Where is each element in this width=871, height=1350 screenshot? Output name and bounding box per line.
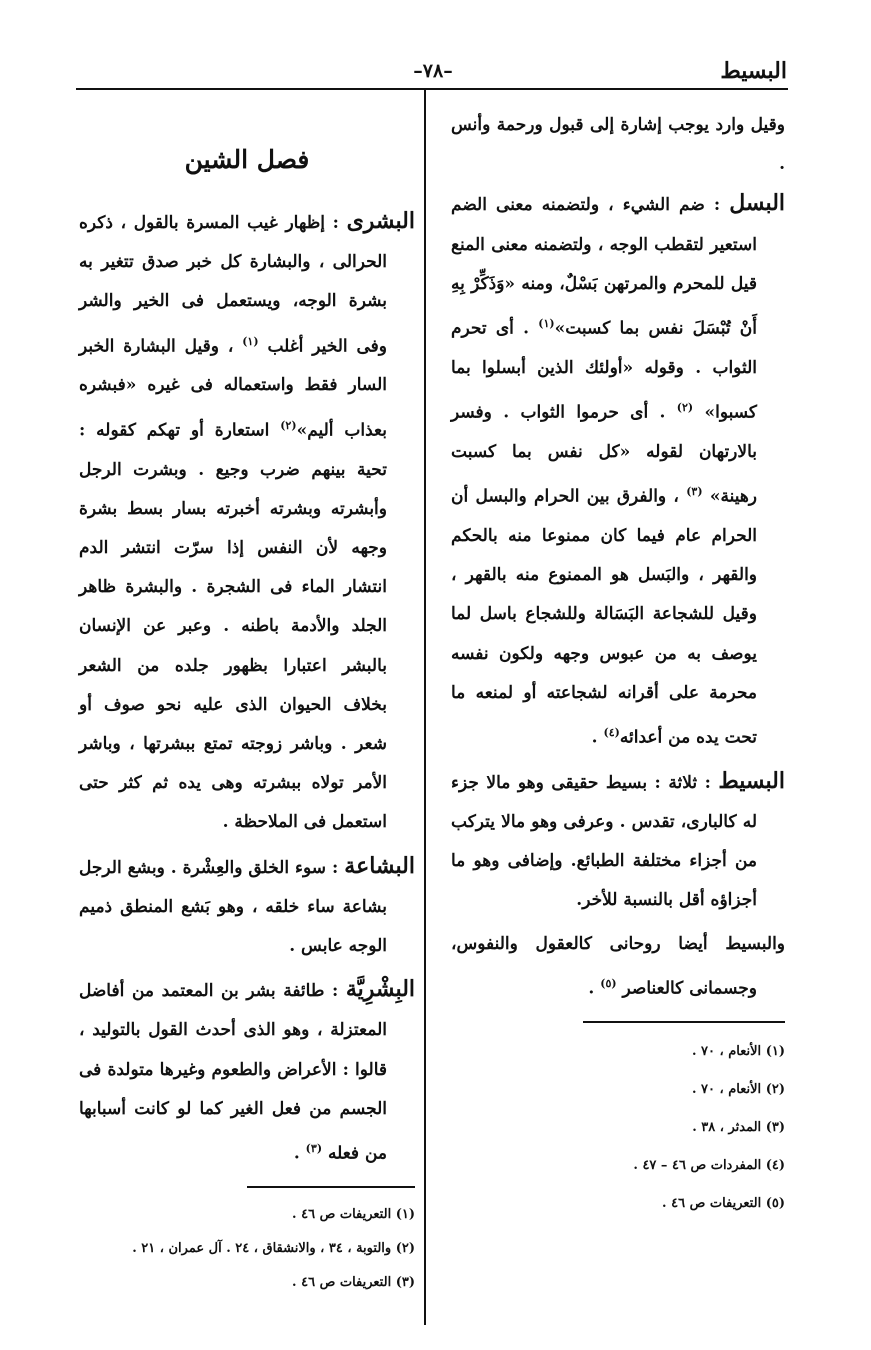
page-number: –٧٨– <box>413 60 453 82</box>
entry-text: والبسيط أيضا روحانى كالعقول والنفوس، وجسمانى كالعناصر <box>451 933 785 999</box>
entry-term: البسل <box>729 190 786 217</box>
footnote-ref[interactable]: (١) <box>242 334 259 348</box>
entry-term: البسيط <box>718 767 785 794</box>
entry-bushra <box>79 202 415 843</box>
entry-end: . <box>591 727 598 748</box>
entry-text: : طائفة بشر بن المعتمد من أفاضل المعتزلة ، وهو الذى أحدث القول بالتوليد ، قالوا : الأعراض والطعوم وغيرها متولدة فى الجسم من فعل الغير كما لو كانت أسبابها من فعله <box>79 981 387 1164</box>
footnote-ref[interactable]: (٢) <box>676 401 694 415</box>
entry-text: . أى تحرم الثواب . وقوله «أولئك الذين أبسلوا بما كسبوا» <box>451 318 758 423</box>
footnotes-right <box>451 1033 785 1223</box>
entry-term: البِشْرِيَّة <box>345 976 416 1003</box>
footnote-item: (٢) والتوبة ، ٣٤ ، والانشقاق ، ٢٤ . آل عمران ، ٢١ . <box>132 1240 415 1256</box>
header-rule <box>76 88 788 90</box>
entry-text: : سوء الخلق والعِشْرة . وبشع الرجل بشاعة ساء خلقه ، وهو بَشع المنطق ذميم الوجه عابس . <box>79 857 387 956</box>
footnote-ref[interactable]: (٥) <box>600 976 617 990</box>
footnote-rule <box>583 1021 785 1023</box>
footnote-ref[interactable]: (٢) <box>280 418 297 432</box>
left-column <box>79 140 415 1300</box>
entry-end: . <box>293 1143 300 1164</box>
entry-bashaa <box>79 847 415 967</box>
entry-text: ، والفرق بين الحرام والبسل أن الحرام عام فيما كان ممنوعا منه بالحكم والقهر ، والبَسل هو الممنوع منه بالقهر ، وقيل للشجاعة البَسَالة وللشجاع باسل لما يوصف به من عبوس وجهه ولكون نفسه محرمة على أقرانه لشجاعته أو لمنعه ما تحت يده من أعدائه <box>451 486 757 748</box>
footnote-item: (٣) التعريفات ص ٤٦ . <box>292 1274 415 1290</box>
footnote-item: (٤) المفردات ص ٤٦ – ٤٧ . <box>633 1157 785 1173</box>
entry-text: استعارة أو تهكم كقوله : تحية بينهم ضرب وجيع . وبشرت الرجل وأبشرته وبشرته أخبرته بسار بسط بشرة وجهه لأن النفس إذا سرّت انتشر الدم انتشار الماء فى الشجرة . والبشرة ظاهر الجلد والأدمة باطنه . وعبر عن الإنسان بالبشر اعتبارا بظهور جلده من الشعر بخلاف الحيوان الذى عليه نحو صوف أو شعر . وباشر زوجته تمتع ببشرتها ، وباشر الأمر تولاه ببشرته وهى يده ثم كثر حتى استعمل فى الملاحظة . <box>79 420 387 833</box>
footnote-rule <box>247 1186 415 1188</box>
entry-term: البشاعة <box>344 852 416 879</box>
section-title: فصل الشين <box>184 145 310 174</box>
running-header-title: البسيط <box>720 58 787 84</box>
footnote-item: (١) الأنعام ، ٧٠ . <box>691 1043 785 1059</box>
footnote-ref[interactable]: (٣) <box>305 1141 323 1155</box>
entry-bishriyya <box>79 970 415 1174</box>
entry-basit-continued <box>451 925 785 1009</box>
footnotes-left <box>79 1198 415 1300</box>
entry-text: . أى حرموا الثواب . وفسر بالارتهان لقوله «كل نفس بما كسبت رهينة» <box>451 402 758 507</box>
footnote-ref[interactable]: (٤) <box>603 726 620 740</box>
footnote-item: (١) التعريفات ص ٤٦ . <box>292 1206 415 1222</box>
column-divider <box>424 90 426 1325</box>
entry-text: ، وقيل البشارة الخبر السار فقط واستعماله فى غيره «فبشره بعذاب أليم» <box>79 336 387 441</box>
footnote-item: (٢) الأنعام ، ٧٠ . <box>691 1081 785 1097</box>
entry-text: : ضم الشيء ، ولتضمنه معنى الضم استعير لتقطب الوجه ، ولتضمنه معنى المنع قيل للمحرم والمرتهن بَسْلٌ، ومنه «وَذَكِّرْ بِهِ أَنْ تُبْسَلَ نفس بما كسبت» <box>451 195 757 339</box>
entry-term: البشرى <box>346 208 416 234</box>
footnote-item: (٣) المدثر ، ٣٨ . <box>692 1119 785 1135</box>
footnote-ref[interactable]: (٣) <box>686 485 703 499</box>
right-column <box>451 106 785 1223</box>
entry-text: : إظهار غيب المسرة بالقول ، ذكره الحرالى ، والبشارة كل خبر صدق تتغير به بشرة الوجه، ويستعمل فى الخير والشر وفى الخير أغلب <box>79 213 388 357</box>
intro-paragraph: وقيل وارد يوجب إشارة إلى قبول ورحمة وأنس . <box>451 115 785 175</box>
footnote-item: (٥) التعريفات ص ٤٦ . <box>662 1195 785 1211</box>
footnote-ref[interactable]: (١) <box>538 317 555 331</box>
entry-basl <box>451 184 785 757</box>
entry-text: : ثلاثة : بسيط حقيقى وهو مالا جزء له كالبارى، تقدس . وعرفى وهو مالا يتركب من أجزاء مختلفة الطبائع. وإضافى وهو ما أجزاؤه أقل بالنسبة للأخر. <box>451 772 757 911</box>
entry-basit <box>451 762 785 921</box>
entry-end: . <box>588 978 595 999</box>
